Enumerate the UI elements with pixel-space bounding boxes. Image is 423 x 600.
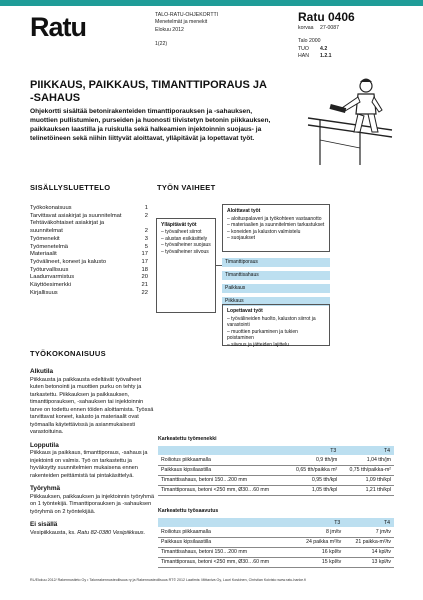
card-type: TALO-RATU-OHJEKORTTI <box>155 12 219 18</box>
start-item: – aloituspalaveri ja työkohteen vastaanotto <box>227 216 325 223</box>
row-label: Roiliotus piikkaamalla <box>158 455 287 465</box>
toc-entry[interactable] <box>30 267 148 275</box>
toc-entry[interactable] <box>30 220 148 228</box>
ending-works-title: Lopettavat työt <box>227 308 263 314</box>
toc-entry-label: Laadunvarmistus <box>30 274 75 281</box>
toc-entry[interactable] <box>30 251 148 259</box>
initial-state-title: Alkutila <box>30 368 54 375</box>
toc-entry-page: 20 <box>141 274 148 281</box>
initial-state-text: Piikkausta ja paikkausta edeltävät työvaiheet kuten betonointi ja muottien purku on tehty ja tarkastettu. Piikkauksen ja paikkauksen, timanttiporauksen, -sahauksen tai injektoinnin tarve on todettu ennen töiden aloittamista. Työssä tarvittavat koneet, kalusto ja materiaalit ovat työmaalla käytettävissä ja asianmukaisesti varastoituina. <box>30 376 154 435</box>
row-value: 21 paikka-m²/tv <box>344 537 394 547</box>
top-accent-bar <box>0 0 423 6</box>
table-row <box>158 475 394 485</box>
toc-entry-page: 17 <box>141 251 148 258</box>
excludes-text <box>30 530 155 538</box>
toc-entry-page: 2 <box>144 212 148 219</box>
table-header-blank <box>158 446 287 455</box>
toc-entry-label: Työvälineet, koneet ja kalusto <box>30 258 107 265</box>
work-group-title: Työryhmä <box>30 485 61 492</box>
phase-bar: Timanttiporaus <box>222 258 330 267</box>
maintaining-works-box <box>156 218 216 313</box>
document-meta-left <box>155 12 218 48</box>
table-column-header: T4 <box>340 446 394 455</box>
toc-entry-label: Työmenetelmä <box>30 243 69 250</box>
prep-item: – työvaiheet siirrot <box>161 229 211 235</box>
table-row <box>158 465 394 475</box>
page-footer: RL/Elokuu 2012/ Rakennustieto Oy • Talonrakennusteollisuus ry ja Rakennusteollisuus RT© 2012 Laatimis: Mittaviva Oy, Lauri Koskinen, Christian Koivisto www.ratu-hanke.fi <box>30 578 306 582</box>
card-date: Elokuu 2012 <box>155 26 184 33</box>
start-item: – koneiden ja kaluston valmistelu <box>227 229 325 236</box>
end-item: – muottien purkaminen ja tukien poistaminen <box>227 329 325 342</box>
row-value: 0,95 tth/kpl <box>287 475 340 485</box>
table-row <box>158 557 394 567</box>
toc-entry[interactable] <box>30 244 148 252</box>
work-description <box>30 368 155 542</box>
excludes-body: Vesipiikkausta, ks. <box>30 529 76 536</box>
korvaa-value: 27-0087 <box>320 25 340 31</box>
phase-bar: Timanttisahaus <box>222 271 330 280</box>
final-state-text: Piikkaus ja paikkaus, timanttiporaus, -sahaus ja injektointi on valmis. Työ on tarkastettu ja hyväksytty suunnitelmien mukaisena ennen rakenteiden peittämistä tai pintakäsittelyä. <box>30 450 148 479</box>
toc-entry[interactable] <box>30 228 148 236</box>
row-value: 16 kpl/tv <box>295 547 344 557</box>
toc-entry[interactable] <box>30 290 148 298</box>
table-header-blank <box>158 518 295 527</box>
han-label: HAN <box>298 53 309 60</box>
row-label: Roiliotus piikkaamalla <box>158 527 295 537</box>
row-value: 15 kpl/tv <box>295 557 344 567</box>
toc-entry-label: Käyttöesimerkki <box>30 282 71 289</box>
toc-entry-page: 22 <box>141 289 148 296</box>
starting-works-title: Aloittavat työt <box>227 208 261 214</box>
table2-caption: Karkeatettu työsaavutus <box>158 508 219 514</box>
toc-entry-page: 18 <box>141 266 148 273</box>
toc-entry[interactable] <box>30 274 148 282</box>
toc-entry-label: Kirjallisuus <box>30 289 58 296</box>
prep-item: – alustan esikäsittely <box>161 236 211 242</box>
row-value: 1,04 tth/jm <box>340 455 394 465</box>
prep-item: – työvaiheiner suojaus <box>161 242 211 248</box>
row-label: Paikkaus kipsilaastilla <box>158 465 287 475</box>
han-value: 1.2.1 <box>320 53 332 60</box>
document-id: Ratu 0406 <box>298 10 355 24</box>
toc-entry-page: 1 <box>144 205 148 211</box>
table-column-header: T3 <box>295 518 344 527</box>
row-value: 14 kpl/tv <box>344 547 394 557</box>
row-value: 0,75 tth/paikka-m² <box>340 465 394 475</box>
toc-entry-label: Tarvittavat asiakirjat ja suunnitelmat <box>30 212 122 219</box>
row-value: 1,21 tth/kpl <box>340 485 394 495</box>
toc-entry-label: Työmenekit <box>30 235 60 242</box>
phase-bar: Piikkaus <box>222 297 330 306</box>
row-value: 0,65 tth/paikka m² <box>287 465 340 475</box>
table-column-header: T4 <box>344 518 394 527</box>
document-meta-right <box>298 25 339 61</box>
tuo-value: 4.2 <box>320 45 328 52</box>
card-subtitle: Menetelmät ja menekit <box>155 19 208 26</box>
toc-entry-page: 17 <box>141 258 148 265</box>
row-value: 13 kpl/tv <box>344 557 394 567</box>
toc-entry-page: 3 <box>144 235 148 242</box>
lead-paragraph: Ohjekortti sisältää betonirakenteiden timanttiporauksen ja -sahauksen, muottien pullistumien, purseiden ja huonosti tiivistetyn betonin piikkauksen, paikkauksen laastilla ja ruiskulla sekä halkeamien injektoinnin suojaus- ja telinetöineen sekä niihin liittyvät aloittavat, ylläpitävät ja lopettavat työt. <box>30 108 271 142</box>
row-value: 1,09 tth/kpl <box>340 475 394 485</box>
excludes-title: Ei sisällä <box>30 521 58 528</box>
end-item: – siivous ja jätteiden lajittelu <box>227 342 325 349</box>
page-number: 1(22) <box>155 41 168 48</box>
toc-entry[interactable] <box>30 213 148 221</box>
table-row <box>158 455 394 465</box>
prep-item: – työvaiheiner siivous <box>161 249 211 255</box>
start-item: – materiaalien ja suunnitelmien tarkastukset <box>227 222 325 229</box>
work-output-table <box>158 518 394 568</box>
table-column-header: T3 <box>287 446 340 455</box>
row-value: 1,05 tth/kpl <box>287 485 340 495</box>
talo-code: Talo 2000 <box>298 38 321 45</box>
toc-heading: SISÄLLYSLUETTELO <box>30 183 111 192</box>
toc-entry-label: Materiaalit <box>30 251 57 258</box>
table-row <box>158 537 394 547</box>
row-value: 8 jm/tv <box>295 527 344 537</box>
row-label: Timanttiporaus, betoni <250 mm, Ø30…60 mm <box>158 557 295 567</box>
row-value: 7 jm/tv <box>344 527 394 537</box>
table-row <box>158 547 394 557</box>
work-phases-heading: TYÖN VAIHEET <box>157 183 216 192</box>
ending-works-box <box>222 304 330 346</box>
toc-entry-label: Tehtäväkohtaiset asiakirjat ja <box>30 220 105 227</box>
work-group-text: Piikkauksen, paikkauksen ja injektoinnin työryhmä on 1 työntekijä. Timanttiporauksen ja -sahauksen työryhmä on 2 työntekijää. <box>30 493 155 515</box>
toc-entry[interactable] <box>30 259 148 267</box>
toc-entry[interactable] <box>30 236 148 244</box>
table1-caption: Karkeatettu työmenekki <box>158 436 217 442</box>
page-title: PIIKKAUS, PAIKKAUS, TIMANTTIPORAUS JA -SAHAUS <box>30 79 267 104</box>
toc-entry[interactable] <box>30 205 148 213</box>
maintaining-works-title: Ylläpitävät työt <box>161 222 197 228</box>
work-consumption-table <box>158 446 394 496</box>
phase-list <box>222 258 330 310</box>
row-label: Timanttisahaus, betoni 150…200 mm <box>158 475 287 485</box>
final-state-title: Lopputila <box>30 441 59 449</box>
tuo-label: TUO <box>298 45 309 52</box>
row-label: Timanttiporaus, betoni <250 mm, Ø30…60 mm <box>158 485 287 495</box>
toc-entry-page: 5 <box>144 243 148 250</box>
toc-entry-label: suunnitelmat <box>30 228 63 235</box>
toc-entry[interactable] <box>30 282 148 290</box>
toc-entry-label: Työkokonaisuus <box>30 205 72 211</box>
worker-illustration-icon <box>300 70 395 165</box>
work-whole-heading: TYÖKOKONAISUUS <box>30 349 106 358</box>
korvaa-label: korvaa <box>298 25 314 31</box>
row-value: 24 paikka m²/tv <box>295 537 344 547</box>
row-label: Paikkaus kipsilaastilla <box>158 537 295 547</box>
table-row <box>158 527 394 537</box>
toc-entry-page: 21 <box>141 282 148 289</box>
table-of-contents <box>30 205 148 297</box>
toc-entry-label: Työturvallisuus <box>30 266 69 273</box>
excludes-reference: Ratu 82-0380 Vesipiikkaus. <box>77 529 146 536</box>
table-row <box>158 485 394 495</box>
row-value: 0,9 tth/jm <box>287 455 340 465</box>
phase-bar: Paikkaus <box>222 284 330 293</box>
starting-works-box <box>222 204 330 252</box>
row-label: Timanttisahaus, betoni 150…200 mm <box>158 547 295 557</box>
toc-entry-page: 2 <box>144 228 148 235</box>
start-item: – suojaukset <box>227 235 325 242</box>
ratu-logo: Ratu <box>30 12 86 42</box>
end-item: – työvälineiden huolto, kaluston siirrot ja varastointi <box>227 316 325 329</box>
